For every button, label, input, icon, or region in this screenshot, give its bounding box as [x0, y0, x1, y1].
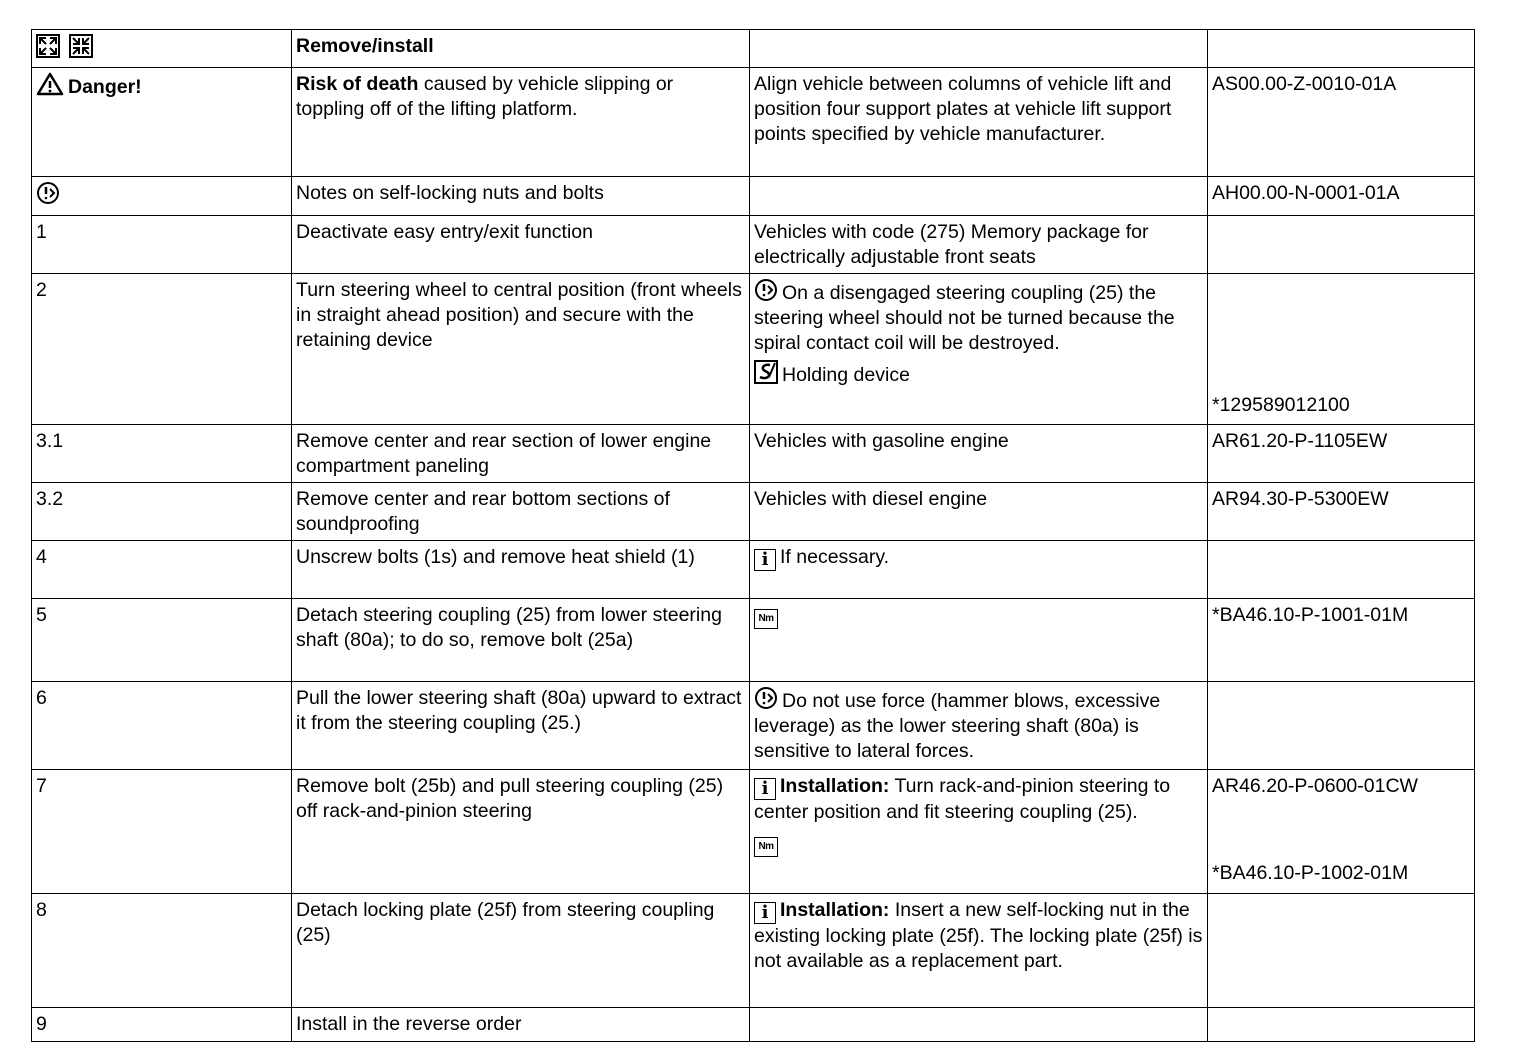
step-note-text: Insert a new self-locking nut in the existing locking plate (25f). The locking plate (25f) is not available as a replacement part.	[754, 899, 1203, 972]
header-empty-cell	[1208, 30, 1475, 68]
step-ref	[1208, 216, 1475, 274]
notes-ref-link[interactable]: AH00.00-N-0001-01A	[1208, 177, 1475, 216]
caution-circle-icon	[754, 278, 778, 302]
step-ref-link[interactable]: AR94.30-P-5300EW	[1208, 483, 1475, 541]
step-text: Unscrew bolts (1s) and remove heat shield (1)	[292, 541, 750, 599]
danger-risk-text: caused by vehicle slipping or toppling off of the lifting platform.	[296, 73, 674, 120]
step-number: 2	[32, 274, 292, 425]
caution-circle-icon	[36, 181, 60, 205]
step-ref	[1208, 541, 1475, 599]
step-text: Remove center and rear section of lower engine compartment paneling	[292, 425, 750, 483]
installation-label: Installation:	[780, 899, 890, 921]
step-row	[32, 483, 1475, 541]
step-ref	[1208, 894, 1475, 1008]
danger-cell	[32, 68, 292, 177]
torque-ref-link[interactable]: *BA46.10-P-1002-01M	[1212, 862, 1409, 884]
step-text: Install in the reverse order	[292, 1008, 750, 1042]
step-note	[750, 599, 1208, 682]
step-note	[750, 682, 1208, 770]
torque-nm-icon: Nm	[754, 609, 778, 629]
step-row	[32, 1008, 1475, 1042]
step-ref	[1208, 1008, 1475, 1042]
danger-action-cell: Align vehicle between columns of vehicle lift and position four support plates at vehicle lift support points specified by vehicle manufacturer.	[750, 68, 1208, 177]
step-number: 8	[32, 894, 292, 1008]
step-note-text: Turn rack-and-pinion steering to center position and fit steering coupling (25).	[754, 775, 1171, 823]
step-text: Deactivate easy entry/exit function	[292, 216, 750, 274]
step-row	[32, 682, 1475, 770]
caution-circle-icon	[754, 686, 778, 710]
step-number: 5	[32, 599, 292, 682]
torque-line	[754, 831, 1203, 857]
notes-text: Notes on self-locking nuts and bolts	[292, 177, 750, 216]
danger-label: Danger!	[68, 76, 142, 98]
step-ref-link[interactable]: AR46.20-P-0600-01CW	[1212, 775, 1418, 797]
step-note-text: If necessary.	[780, 546, 890, 568]
step-row	[32, 894, 1475, 1008]
step-row	[32, 599, 1475, 682]
step-number: 4	[32, 541, 292, 599]
notes-empty-cell	[750, 177, 1208, 216]
step-text: Remove center and rear bottom sections of soundproofing	[292, 483, 750, 541]
header-title: Remove/install	[292, 30, 750, 68]
step-note-text: On a disengaged steering coupling (25) the steering wheel should not be turned because the spiral contact coil will be destroyed.	[754, 282, 1175, 354]
step-note: Vehicles with diesel engine	[750, 483, 1208, 541]
special-tool-icon	[754, 360, 778, 384]
step-note	[750, 1008, 1208, 1042]
step-number: 3.2	[32, 483, 292, 541]
step-text: Detach locking plate (25f) from steering coupling (25)	[292, 894, 750, 1008]
install-icon	[69, 34, 93, 58]
step-note: Vehicles with gasoline engine	[750, 425, 1208, 483]
info-icon: i	[754, 549, 776, 571]
step-number: 6	[32, 682, 292, 770]
step-ref	[1208, 682, 1475, 770]
step-text: Detach steering coupling (25) from lower steering shaft (80a); to do so, remove bolt (25a)	[292, 599, 750, 682]
step-number: 3.1	[32, 425, 292, 483]
step-row	[32, 770, 1475, 894]
step-row	[32, 274, 1475, 425]
info-icon: i	[754, 778, 776, 800]
danger-risk-cell	[292, 68, 750, 177]
warning-triangle-icon	[36, 72, 64, 96]
step-number: 7	[32, 770, 292, 894]
tool-label: Holding device	[782, 364, 910, 386]
tool-line	[754, 360, 1203, 388]
step-note: Vehicles with code (275) Memory package for electrically adjustable front seats	[750, 216, 1208, 274]
step-row	[32, 216, 1475, 274]
step-ref-link[interactable]: AR61.20-P-1105EW	[1208, 425, 1475, 483]
notes-row	[32, 177, 1475, 216]
danger-row	[32, 68, 1475, 177]
step-row	[32, 425, 1475, 483]
tool-part-number[interactable]: *129589012100	[1212, 394, 1350, 416]
step-text: Turn steering wheel to central position (front wheels in straight ahead position) and secure with the retaining device	[292, 274, 750, 425]
step-number: 9	[32, 1008, 292, 1042]
step-text: Pull the lower steering shaft (80a) upward to extract it from the steering coupling (25.)	[292, 682, 750, 770]
danger-risk-bold: Risk of death	[296, 73, 419, 95]
step-ref-link[interactable]: *BA46.10-P-1001-01M	[1208, 599, 1475, 682]
step-number: 1	[32, 216, 292, 274]
step-row	[32, 541, 1475, 599]
step-note-text: Do not use force (hammer blows, excessive leverage) as the lower steering shaft (80a) is sensitive to lateral forces.	[754, 690, 1161, 762]
header-row	[32, 30, 1475, 68]
remove-icon	[36, 34, 60, 58]
step-note	[750, 541, 1208, 599]
step-text: Remove bolt (25b) and pull steering coupling (25) off rack-and-pinion steering	[292, 770, 750, 894]
installation-label: Installation:	[780, 775, 890, 797]
step-note	[750, 770, 1208, 894]
procedure-table	[31, 29, 1475, 1042]
header-icons-cell	[32, 30, 292, 68]
info-icon: i	[754, 902, 776, 924]
step-note	[750, 894, 1208, 1008]
torque-nm-icon: Nm	[754, 837, 778, 857]
step-ref	[1208, 770, 1475, 894]
header-empty-cell	[750, 30, 1208, 68]
step-note	[750, 274, 1208, 425]
step-ref	[1208, 274, 1475, 425]
danger-ref-link[interactable]: AS00.00-Z-0010-01A	[1208, 68, 1475, 177]
notes-icon-cell	[32, 177, 292, 216]
